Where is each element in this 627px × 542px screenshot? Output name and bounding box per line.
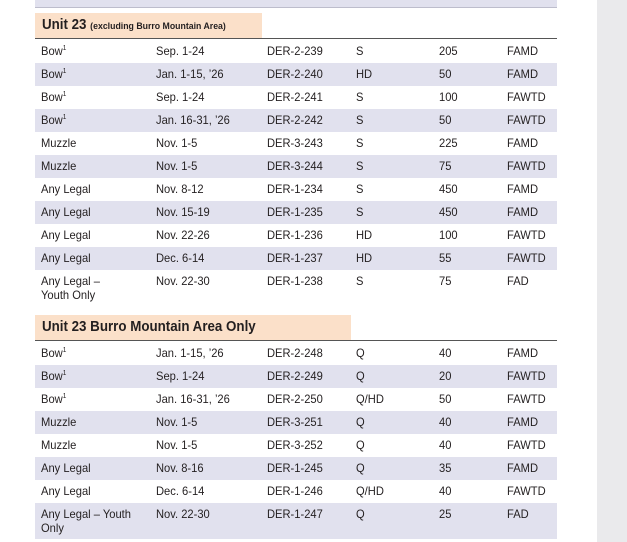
section-rule: [35, 38, 557, 39]
section-rule: [35, 340, 557, 341]
hunt-dates: Jan. 1-15, ’26: [156, 67, 224, 81]
hunt-class: Q: [356, 507, 365, 521]
table-row: [35, 247, 557, 270]
weapon-type: Any Legal –: [41, 274, 100, 288]
table-row: [35, 63, 557, 86]
license-count: 40: [439, 484, 452, 498]
hunt-class: Q: [356, 369, 365, 383]
hunt-class: Q: [356, 415, 365, 429]
bag-limit: FAMD: [507, 415, 539, 429]
hunt-code: DER-3-243: [267, 136, 323, 150]
hunt-dates: Jan. 16-31, ’26: [156, 113, 230, 127]
hunt-class: S: [356, 274, 364, 288]
bag-limit: FAWTD: [507, 392, 546, 406]
bag-limit: FAWTD: [507, 159, 546, 173]
table-row: [35, 503, 557, 539]
hunt-code: DER-2-249: [267, 369, 323, 383]
bag-limit: FAMD: [507, 67, 539, 81]
hunt-dates: Nov. 22-30: [156, 507, 210, 521]
bag-limit: FAMD: [507, 461, 539, 475]
bag-limit: FAWTD: [507, 90, 546, 104]
hunt-dates: Jan. 1-15, ’26: [156, 346, 224, 360]
license-count: 50: [439, 392, 452, 406]
bag-limit: FAD: [507, 274, 529, 288]
bag-limit: FAMD: [507, 205, 539, 219]
hunt-dates: Sep. 1-24: [156, 44, 205, 58]
weapon-type: Any Legal: [41, 484, 91, 498]
section-header: [35, 13, 262, 38]
weapon-type-cell: [41, 90, 66, 104]
weapon-type: Any Legal: [41, 461, 91, 475]
table-row: [35, 270, 557, 306]
hunt-code: DER-2-250: [267, 392, 323, 406]
weapon-type-cell: [41, 369, 66, 383]
table-row: [35, 86, 557, 109]
footnote-marker: 1: [62, 347, 67, 354]
table-row: [35, 40, 557, 63]
footnote-marker: 1: [62, 370, 67, 377]
hunt-dates: Sep. 1-24: [156, 369, 205, 383]
bag-limit: FAMD: [507, 182, 539, 196]
hunt-code: DER-2-241: [267, 90, 323, 104]
bag-limit: FAWTD: [507, 484, 546, 498]
footnote-marker: 1: [62, 91, 67, 98]
license-count: 100: [439, 228, 458, 242]
license-count: 225: [439, 136, 458, 150]
hunt-class: S: [356, 205, 364, 219]
weapon-type: Any Legal: [41, 182, 91, 196]
weapon-type: Bow: [41, 90, 63, 104]
hunt-code: DER-3-251: [267, 415, 323, 429]
weapon-type: Any Legal: [41, 251, 91, 265]
weapon-type-cell: [41, 507, 131, 535]
hunt-code: DER-3-244: [267, 159, 323, 173]
weapon-type-cell: [41, 438, 76, 452]
hunt-code: DER-1-245: [267, 461, 323, 475]
table-row: [35, 155, 557, 178]
table-row: [35, 224, 557, 247]
table-row: [35, 388, 557, 411]
weapon-type-cell: [41, 274, 100, 302]
table-row: [35, 434, 557, 457]
hunt-class: S: [356, 136, 364, 150]
hunt-dates: Nov. 1-5: [156, 159, 198, 173]
section-title: [42, 13, 226, 39]
weapon-type-cell: [41, 346, 66, 360]
weapon-type: Muzzle: [41, 415, 77, 429]
bag-limit: FAMD: [507, 136, 539, 150]
weapon-type-cell: [41, 182, 91, 196]
weapon-type: Bow: [41, 346, 63, 360]
bag-limit: FAWTD: [507, 228, 546, 242]
hunt-class: HD: [356, 228, 373, 242]
weapon-type-cell: [41, 251, 91, 265]
table-row: [35, 480, 557, 503]
hunt-class: Q: [356, 461, 365, 475]
section-title-text: Unit 23 Burro Mountain Area Only: [42, 319, 256, 335]
footnote-marker: 1: [62, 114, 67, 121]
license-count: 100: [439, 90, 458, 104]
weapon-type: Bow: [41, 392, 63, 406]
license-count: 75: [439, 159, 452, 173]
previous-table-row-fragment: [35, 0, 557, 8]
weapon-type-cell: [41, 67, 66, 81]
hunt-dates: Nov. 8-16: [156, 461, 204, 475]
table-row: [35, 342, 557, 365]
hunt-class: HD: [356, 251, 373, 265]
hunt-dates: Dec. 6-14: [156, 251, 205, 265]
hunt-dates: Nov. 1-5: [156, 136, 198, 150]
section-title: [42, 315, 256, 340]
section-subtitle: (excluding Burro Mountain Area): [90, 21, 226, 32]
weapon-type: Bow: [41, 369, 63, 383]
table-row: [35, 457, 557, 480]
hunt-code: DER-1-234: [267, 182, 323, 196]
weapon-type: Muzzle: [41, 438, 77, 452]
bag-limit: FAWTD: [507, 113, 546, 127]
weapon-type-cell: [41, 159, 76, 173]
hunt-dates: Nov. 22-30: [156, 274, 210, 288]
section-header: [35, 315, 351, 340]
table-row: [35, 109, 557, 132]
license-count: 450: [439, 205, 458, 219]
page-gutter: [597, 0, 627, 542]
license-count: 50: [439, 113, 452, 127]
license-count: 20: [439, 369, 452, 383]
bag-limit: FAWTD: [507, 369, 546, 383]
hunt-class: HD: [356, 67, 373, 81]
license-count: 25: [439, 507, 452, 521]
weapon-type: Muzzle: [41, 159, 77, 173]
license-count: 40: [439, 415, 452, 429]
weapon-type: Bow: [41, 44, 63, 58]
table-row: [35, 365, 557, 388]
weapon-type-cell: [41, 415, 76, 429]
weapon-type-cell: [41, 205, 91, 219]
weapon-type: Any Legal – Youth: [41, 507, 131, 521]
hunt-class: Q: [356, 346, 365, 360]
hunt-class: Q: [356, 438, 365, 452]
weapon-type: Any Legal: [41, 228, 91, 242]
license-count: 450: [439, 182, 458, 196]
hunt-dates: Jan. 16-31, ’26: [156, 392, 230, 406]
section-title-text: Unit 23: [42, 17, 87, 33]
weapon-type-cell: [41, 113, 66, 127]
hunt-code: DER-3-252: [267, 438, 323, 452]
table-row: [35, 178, 557, 201]
bag-limit: FAWTD: [507, 251, 546, 265]
hunt-class: S: [356, 90, 364, 104]
footnote-marker: 1: [62, 45, 67, 52]
hunt-class: Q/HD: [356, 484, 384, 498]
hunt-dates: Sep. 1-24: [156, 90, 205, 104]
license-count: 55: [439, 251, 452, 265]
hunt-dates: Dec. 6-14: [156, 484, 205, 498]
hunt-class: S: [356, 182, 364, 196]
hunt-code: DER-1-236: [267, 228, 323, 242]
weapon-type-cell: [41, 392, 66, 406]
footnote-marker: 1: [62, 393, 67, 400]
hunt-dates: Nov. 15-19: [156, 205, 210, 219]
hunt-code: DER-1-246: [267, 484, 323, 498]
weapon-type-cell: [41, 44, 66, 58]
bag-limit: FAMD: [507, 44, 539, 58]
hunt-code: DER-2-248: [267, 346, 323, 360]
weapon-type-continued: Youth Only: [41, 288, 96, 302]
hunt-code: DER-1-237: [267, 251, 323, 265]
weapon-type-cell: [41, 484, 91, 498]
license-count: 40: [439, 438, 452, 452]
bag-limit: FAMD: [507, 346, 539, 360]
hunt-class: S: [356, 159, 364, 173]
hunt-dates: Nov. 1-5: [156, 415, 198, 429]
hunt-class: Q/HD: [356, 392, 384, 406]
bag-limit: FAWTD: [507, 438, 546, 452]
hunt-code: DER-2-240: [267, 67, 323, 81]
hunt-code: DER-2-239: [267, 44, 323, 58]
hunt-class: S: [356, 113, 364, 127]
hunt-class: S: [356, 44, 364, 58]
license-count: 40: [439, 346, 452, 360]
hunt-code: DER-1-247: [267, 507, 323, 521]
weapon-type-cell: [41, 136, 76, 150]
table-row: [35, 411, 557, 434]
hunt-dates: Nov. 8-12: [156, 182, 204, 196]
table-row: [35, 201, 557, 224]
weapon-type: Any Legal: [41, 205, 91, 219]
license-count: 75: [439, 274, 452, 288]
weapon-type: Bow: [41, 67, 63, 81]
hunt-code: DER-1-238: [267, 274, 323, 288]
hunt-code: DER-1-235: [267, 205, 323, 219]
weapon-type-continued: Only: [41, 521, 64, 535]
weapon-type: Bow: [41, 113, 63, 127]
bag-limit: FAD: [507, 507, 529, 521]
hunt-dates: Nov. 22-26: [156, 228, 210, 242]
license-count: 50: [439, 67, 452, 81]
license-count: 35: [439, 461, 452, 475]
weapon-type-cell: [41, 461, 91, 475]
table-row: [35, 132, 557, 155]
weapon-type: Muzzle: [41, 136, 77, 150]
footnote-marker: 1: [62, 68, 67, 75]
license-count: 205: [439, 44, 458, 58]
hunt-dates: Nov. 1-5: [156, 438, 198, 452]
hunt-code: DER-2-242: [267, 113, 323, 127]
weapon-type-cell: [41, 228, 91, 242]
